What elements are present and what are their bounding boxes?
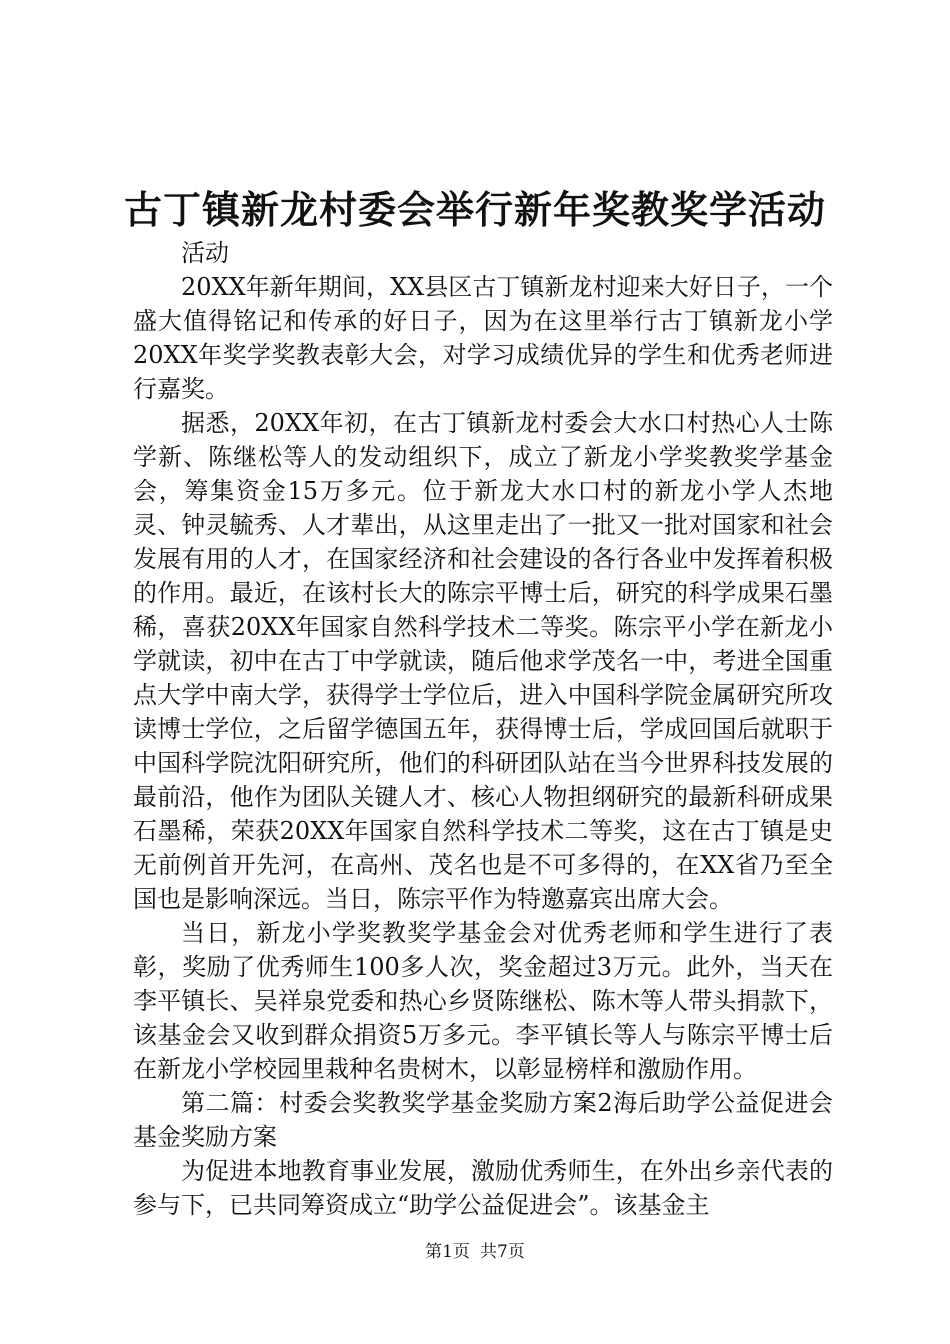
- paragraph: 当日，新龙小学奖教奖学基金会对优秀老师和学生进行了表彰，奖励了优秀师生100多人次，奖金超过3万元。此外，当天在李平镇长、吴祥泉党委和热心乡贤陈继松、陈木等人带头捐款下，该基金会又收到群众捐资5万多元。李平镇长等人与陈宗平博士后在新龙小学校园里栽种名贵树木，以彰显榜样和激励作用。: [133, 919, 833, 1083]
- paragraph: 为促进本地教育事业发展，激励优秀师生，在外出乡亲代表的参与下，已共同筹资成立“助学公益促进会”。该基金主: [133, 1157, 833, 1219]
- page-number: 第1页: [425, 1242, 470, 1262]
- page-footer: [0, 1240, 950, 1264]
- document-body: [133, 236, 833, 1222]
- page-total: 共7页: [480, 1242, 525, 1262]
- paragraph: 20XX年新年期间，XX县区古丁镇新龙村迎来大好日子，一个盛大值得铭记和传承的好日子，因为在这里举行古丁镇新龙小学20XX年奖学奖教表彰大会，对学习成绩优异的学生和优秀老师进行嘉奖。: [133, 273, 833, 403]
- section-heading: 第二篇：村委会奖教奖学基金奖励方案2海后助学公益促进会基金奖励方案: [133, 1089, 833, 1151]
- paragraph: 据悉，20XX年初，在古丁镇新龙村委会大水口村热心人士陈学新、陈继松等人的发动组织下，成立了新龙小学奖教奖学基金会，筹集资金15万多元。位于新龙大水口村的新龙小学人杰地灵、钟灵毓秀、人才辈出，从这里走出了一批又一批对国家和社会发展有用的人才，在国家经济和社会建设的各行各业中发挥着积极的作用。最近，在该村长大的陈宗平博士后，研究的科学成果石墨稀，喜获20XX年国家自然科学技术二等奖。陈宗平小学在新龙小学就读，初中在古丁中学就读，随后他求学茂名一中，考进全国重点大学中南大学，获得学士学位后，进入中国科学院金属研究所攻读博士学位，之后留学德国五年，获得博士后，学成回国后就职于中国科学院沈阳研究所，他们的科研团队站在当今世界科技发展的最前沿，他作为团队关键人才、核心人物担纲研究的最新科研成果石墨稀，荣获20XX年国家自然科学技术二等奖，这在古丁镇是史无前例首开先河，在高州、茂名也是不可多得的，在XX省乃至全国也是影响深远。当日，陈宗平作为特邀嘉宾出席大会。: [133, 409, 833, 913]
- paragraph-subtitle: 活动: [181, 239, 229, 267]
- document-title: 古丁镇新龙村委会举行新年奖教奖学活动: [123, 187, 826, 232]
